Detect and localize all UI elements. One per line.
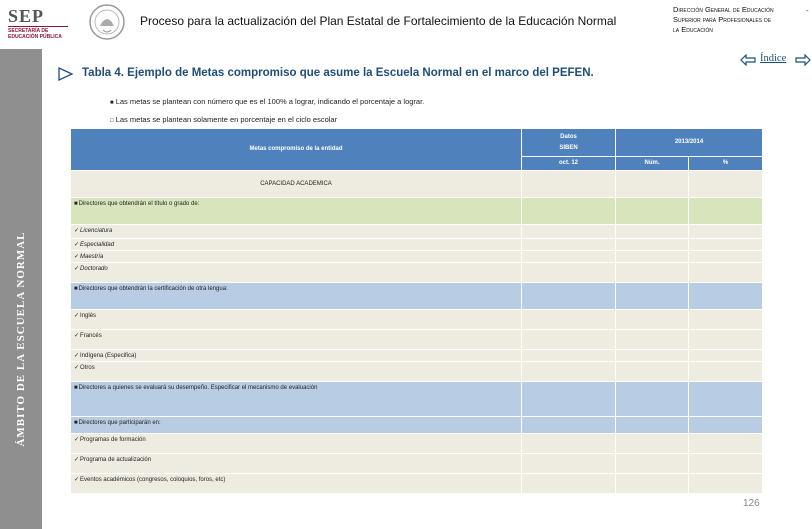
siben-cell[interactable] <box>522 198 616 225</box>
pct-cell[interactable] <box>689 251 763 263</box>
meta-cell <box>71 225 522 239</box>
header-num: Núm. <box>616 157 689 171</box>
table-row <box>71 330 763 350</box>
siben-cell[interactable] <box>522 382 616 417</box>
meta-cell <box>71 171 522 198</box>
meta-label: Indígena (Especifica) <box>80 353 137 359</box>
num-cell[interactable] <box>616 239 689 251</box>
check-icon: ✓ <box>74 228 80 234</box>
check-icon: ✓ <box>74 254 80 260</box>
square-bullet-icon: ■ <box>74 420 78 426</box>
pct-cell[interactable] <box>689 283 763 310</box>
siben-cell[interactable] <box>522 362 616 382</box>
direccion-line: la Educación <box>673 25 713 34</box>
siben-cell[interactable] <box>522 171 616 198</box>
num-cell[interactable] <box>616 283 689 310</box>
meta-cell <box>71 350 522 362</box>
pct-cell[interactable] <box>689 171 763 198</box>
num-cell[interactable] <box>616 362 689 382</box>
table-row <box>71 171 763 198</box>
sidebar-label: ÁMBITO DE LA ESCUELA NORMAL <box>15 231 27 447</box>
check-icon: ✓ <box>74 457 80 463</box>
table-row <box>71 350 763 362</box>
siben-cell[interactable] <box>522 239 616 251</box>
mexico-seal-icon <box>88 2 126 42</box>
num-cell[interactable] <box>616 198 689 225</box>
siben-cell[interactable] <box>522 225 616 239</box>
meta-label: Licenciatura <box>80 228 113 234</box>
meta-cell <box>71 263 522 283</box>
direccion-line: Superior para Profesionales de <box>673 15 772 24</box>
pct-cell[interactable] <box>689 454 763 474</box>
meta-cell <box>71 283 522 310</box>
meta-label: Directores que obtendrán el título o grado de: <box>78 201 200 207</box>
meta-label: Doctorado <box>80 266 108 272</box>
siben-cell[interactable] <box>522 263 616 283</box>
meta-cell <box>71 454 522 474</box>
sep-logo-bar <box>8 26 68 27</box>
meta-label: Inglés <box>80 313 97 319</box>
table-row <box>71 474 763 494</box>
meta-label: Directores que participarán en: <box>78 420 161 426</box>
square-bullet-icon: ■ <box>74 385 78 391</box>
pct-cell[interactable] <box>689 474 763 494</box>
table-row <box>71 251 763 263</box>
check-icon: ✓ <box>74 353 80 359</box>
meta-cell <box>71 251 522 263</box>
meta-cell <box>71 239 522 251</box>
num-cell[interactable] <box>616 310 689 330</box>
header-datos-label: Datos <box>560 133 577 140</box>
header-datos <box>522 129 616 157</box>
num-cell[interactable] <box>616 263 689 283</box>
table-row <box>71 454 763 474</box>
sidebar <box>0 49 42 529</box>
square-bullet-icon: ■ <box>74 286 78 292</box>
num-cell[interactable] <box>616 171 689 198</box>
siben-cell[interactable] <box>522 417 616 434</box>
siben-cell[interactable] <box>522 310 616 330</box>
pct-cell[interactable] <box>689 239 763 251</box>
table-row <box>71 239 763 251</box>
page-header <box>0 0 812 48</box>
square-bullet-icon: □ <box>110 118 114 124</box>
num-cell[interactable] <box>616 434 689 454</box>
check-icon: ✓ <box>74 266 80 272</box>
meta-label: CAPACIDAD ACADEMICA <box>260 180 332 187</box>
meta-cell <box>71 198 522 225</box>
table-row <box>71 310 763 330</box>
meta-cell <box>71 417 522 434</box>
header-year: 2013/2014 <box>616 129 763 157</box>
num-cell[interactable] <box>616 382 689 417</box>
table-body <box>71 171 763 494</box>
siben-cell[interactable] <box>522 251 616 263</box>
pct-cell[interactable] <box>689 330 763 350</box>
num-cell[interactable] <box>616 454 689 474</box>
meta-cell <box>71 362 522 382</box>
meta-cell <box>71 330 522 350</box>
table-row <box>71 225 763 239</box>
siben-cell[interactable] <box>522 454 616 474</box>
pct-cell[interactable] <box>689 382 763 417</box>
pct-cell[interactable] <box>689 198 763 225</box>
header-metas: Metas compromiso de la entidad <box>71 129 522 171</box>
siben-cell[interactable] <box>522 474 616 494</box>
metas-grid <box>70 128 763 494</box>
meta-label: Eventos académicos (congresos, coloquios, foros, etc) <box>80 477 226 483</box>
note-numero <box>110 97 424 106</box>
square-bullet-icon: ■ <box>110 100 114 106</box>
table-row <box>71 263 763 283</box>
num-cell[interactable] <box>616 330 689 350</box>
siben-cell[interactable] <box>522 434 616 454</box>
meta-label: Maestría <box>80 254 104 260</box>
table-row <box>71 198 763 225</box>
siben-cell[interactable] <box>522 283 616 310</box>
meta-label: Francés <box>80 333 102 339</box>
header-siben-label: SIBEN <box>559 144 578 151</box>
num-cell[interactable] <box>616 417 689 434</box>
arrow-left-icon[interactable] <box>740 54 756 66</box>
sep-logo-text: SEP <box>8 6 45 26</box>
arrow-right-icon[interactable] <box>795 54 811 66</box>
pct-cell[interactable] <box>689 225 763 239</box>
meta-label: Programa de actualización <box>80 457 152 463</box>
table-row <box>71 417 763 434</box>
meta-label: Otros <box>80 365 95 371</box>
index-link[interactable]: Índice <box>760 53 787 64</box>
check-icon: ✓ <box>74 242 80 248</box>
num-cell[interactable] <box>616 251 689 263</box>
table-row <box>71 362 763 382</box>
pct-cell[interactable] <box>689 362 763 382</box>
triangle-bullet-icon <box>58 67 74 81</box>
meta-label: Programas de formación <box>80 437 146 443</box>
meta-label: Directores que obtendrán la certificación de otra lengua: <box>78 286 228 292</box>
note-porcentaje <box>110 115 337 124</box>
table-row <box>71 283 763 310</box>
note-text: Las metas se plantean solamente en porcentaje en el ciclo escolar <box>115 115 338 124</box>
meta-label: Especialidad <box>80 242 115 248</box>
num-cell[interactable] <box>616 350 689 362</box>
check-icon: ✓ <box>74 333 80 339</box>
meta-cell <box>71 434 522 454</box>
table-row <box>71 382 763 417</box>
check-icon: ✓ <box>74 365 80 371</box>
siben-cell[interactable] <box>522 330 616 350</box>
document-title: Proceso para la actualización del Plan Estatal de Fortalecimiento de la Educación Normal <box>140 14 617 28</box>
pct-cell[interactable] <box>689 434 763 454</box>
square-bullet-icon: ■ <box>74 201 78 207</box>
sep-subtitle: SECRETARÍA DE EDUCACIÓN PÚBLICA <box>8 28 62 40</box>
meta-cell <box>71 474 522 494</box>
note-text: Las metas se plantean con número que es el 100% a lograr, indicando el porcentaje a lograr. <box>115 97 425 106</box>
num-cell[interactable] <box>616 474 689 494</box>
section-title: Tabla 4. Ejemplo de Metas compromiso que asume la Escuela Normal en el marco del PEFEN. <box>82 67 594 79</box>
meta-cell <box>71 382 522 417</box>
direccion-line: Dirección General de Educación <box>673 5 774 14</box>
header-dash: - <box>806 6 809 15</box>
siben-cell[interactable] <box>522 350 616 362</box>
check-icon: ✓ <box>74 437 80 443</box>
check-icon: ✓ <box>74 313 80 319</box>
direccion-label <box>673 5 807 35</box>
table-row <box>71 434 763 454</box>
num-cell[interactable] <box>616 225 689 239</box>
pct-cell[interactable] <box>689 263 763 283</box>
header-pct: % <box>689 157 763 171</box>
pct-cell[interactable] <box>689 310 763 330</box>
header-oct: oct. 12 <box>522 157 616 171</box>
check-icon: ✓ <box>74 477 80 483</box>
meta-cell <box>71 310 522 330</box>
pct-cell[interactable] <box>689 350 763 362</box>
page-number: 126 <box>743 498 760 509</box>
meta-label: Directores a quienes se evaluará su desempeño. Especificar el mecanismo de evaluación <box>78 385 318 391</box>
pct-cell[interactable] <box>689 417 763 434</box>
